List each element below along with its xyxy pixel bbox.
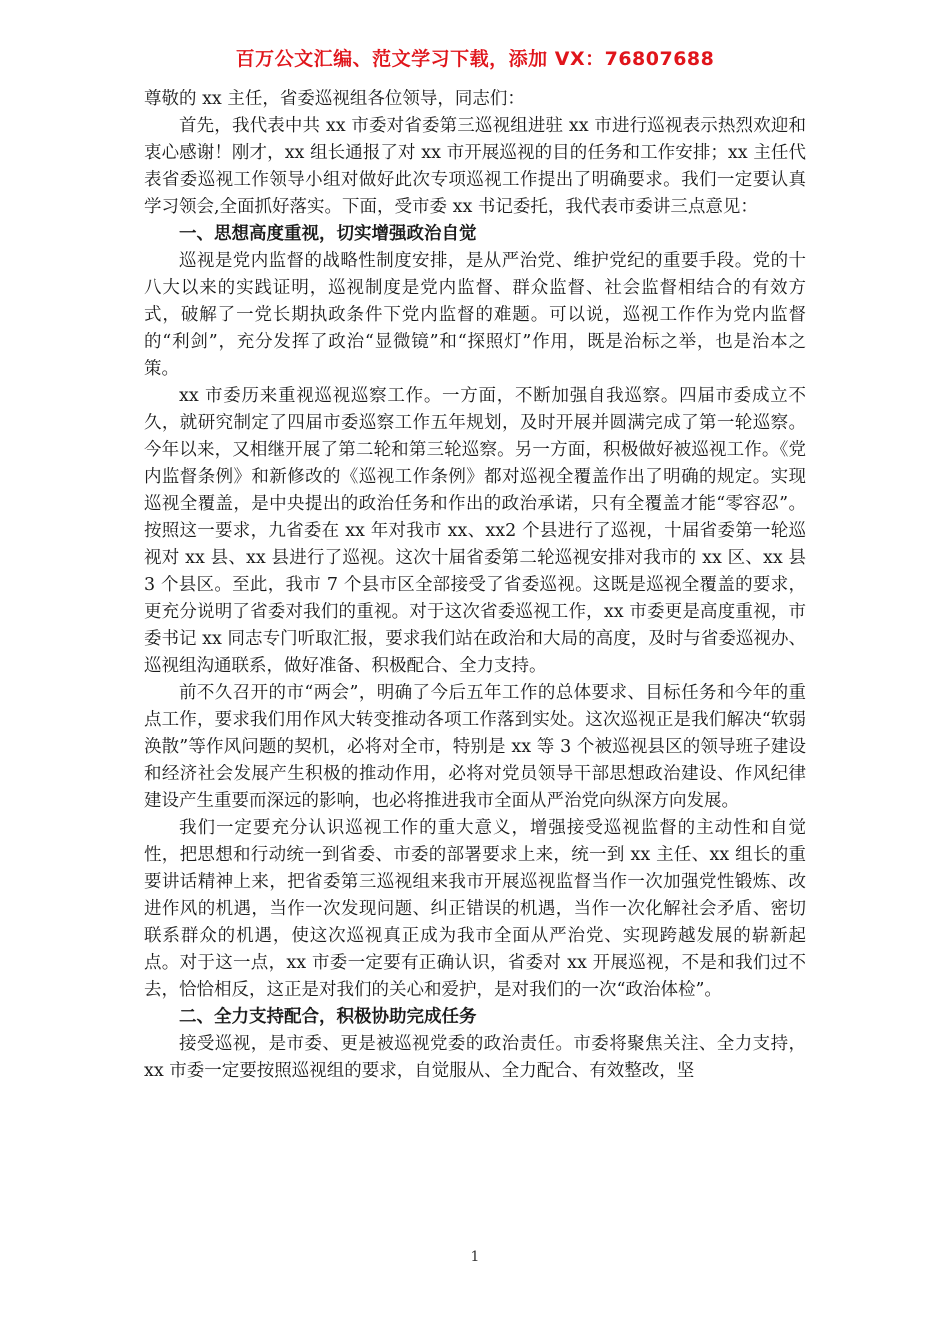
document-body <box>144 86 806 1085</box>
paragraph: 首先，我代表中共 xx 市委对省委第三巡视组进驻 xx 市进行巡视表示热烈欢迎和衷心感谢！刚才，xx 组长通报了对 xx 市开展巡视的目的任务和工作安排；xx 主任代表省委巡视工作领导小组对做好此次专项巡视工作提出了明确要求。我们一定要认真学习领会,全面抓好落实。下面，受市委 xx 书记委托，我代表市委讲三点意见： <box>144 116 806 217</box>
header-banner: 百万公文汇编、范文学习下载，添加 VX：76807688 <box>235 48 715 70</box>
paragraph: xx 市委历来重视巡视巡察工作。一方面，不断加强自我巡察。四届市委成立不久，就研究制定了四届市委巡察工作五年规划，及时开展并圆满完成了第一轮巡察。今年以来，又相继开展了第二轮和第三轮巡察。另一方面，积极做好被巡视工作。《党内监督条例》和新修改的《巡视工作条例》都对巡视全覆盖作出了明确的规定。实现巡视全覆盖，是中央提出的政治任务和作出的政治承诺，只有全覆盖才能“零容忍”。按照这一要求，九省委在 xx 年对我市 xx、xx2 个县进行了巡视，十届省委第一轮巡视对 xx 县、xx 县进行了巡视。这次十届省委第二轮巡视安排对我市的 xx 区、xx 县 3 个县区。至此，我市 7 个县市区全部接受了省委巡视。这既是巡视全覆盖的要求，更充分说明了省委对我们的重视。对于这次省委巡视工作，xx 市委更是高度重视，市委书记 xx 同志专门听取汇报，要求我们站在政治和大局的高度，及时与省委巡视办、巡视组沟通联系，做好准备、积极配合、全力支持。 <box>144 386 806 676</box>
paragraph: 我们一定要充分认识巡视工作的重大意义，增强接受巡视监督的主动性和自觉性，把思想和行动统一到省委、市委的部署要求上来，统一到 xx 主任、xx 组长的重要讲话精神上来，把省委第三巡视组来我市开展巡视监督当作一次加强党性锻炼、改进作风的机遇，当作一次发现问题、纠正错误的机遇，当作一次化解社会矛盾、密切联系群众的机遇，使这次巡视真正成为我市全面从严治党、实现跨越发展的崭新起点。对于这一点，xx 市委一定要有正确认识，省委对 xx 开展巡视，不是和我们过不去，恰恰相反，这正是对我们的关心和爱护，是对我们的一次“政治体检”。 <box>144 818 806 1000</box>
paragraph: 前不久召开的市“两会”，明确了今后五年工作的总体要求、目标任务和今年的重点工作，要求我们用作风大转变推动各项工作落到实处。这次巡视正是我们解决“软弱涣散”等作风问题的契机，必将对全市，特别是 xx 等 3 个被巡视县区的领导班子建设和经济社会发展产生积极的推动作用，必将对党员领导干部思想政治建设、作风纪律建设产生重要而深远的影响，也必将推进我市全面从严治党向纵深方向发展。 <box>144 683 806 811</box>
page-number: 1 <box>470 1249 480 1265</box>
paragraph: 巡视是党内监督的战略性制度安排，是从严治党、维护党纪的重要手段。党的十八大以来的实践证明，巡视制度是党内监督、群众监督、社会监督相结合的有效方式，破解了一党长期执政条件下党内监督的难题。可以说，巡视工作作为党内监督的“利剑”，充分发挥了政治“显微镜”和“探照灯”作用，既是治标之举，也是治本之策。 <box>144 251 806 379</box>
salutation: 尊敬的 xx 主任，省委巡视组各位领导，同志们： <box>144 89 525 109</box>
section-heading-1: 一、思想高度重视，切实增强政治自觉 <box>179 224 477 244</box>
paragraph: 接受巡视，是市委、更是被巡视党委的政治责任。市委将聚焦关注、全力支持，xx 市委一定要按照巡视组的要求，自觉服从、全力配合、有效整改，坚 <box>144 1034 806 1081</box>
section-heading-2: 二、全力支持配合，积极协助完成任务 <box>179 1007 477 1027</box>
